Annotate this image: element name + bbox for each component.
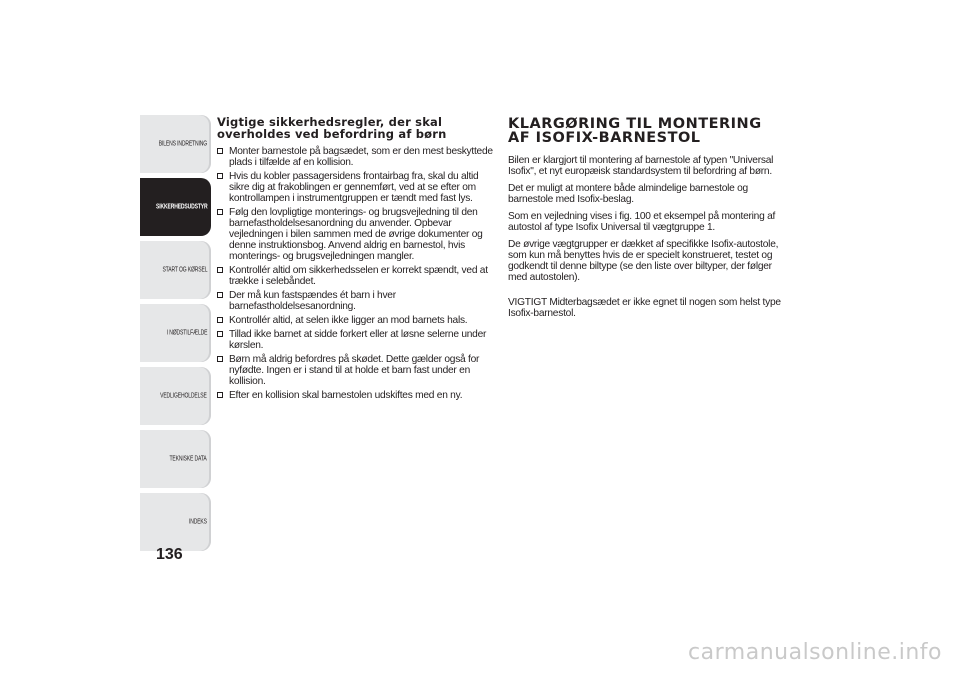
tab-label: I NØDSTILFÆLDE — [166, 329, 207, 337]
checkbox-bullet-icon — [217, 209, 223, 215]
paragraph: De øvrige vægtgrupper er dækket af specifikke Isofix-autostole, som kun må benyttes hvis de er specielt konstrueret, testet og godkendt til denne biltype (se den liste over biltyper, der følger med autostolen). — [508, 239, 779, 283]
checkbox-bullet-icon — [217, 292, 223, 298]
checkbox-bullet-icon — [217, 317, 223, 323]
heading-line: KLARGØRING TIL MONTERING — [508, 116, 762, 132]
tab-vedligeholdelse[interactable] — [140, 367, 211, 425]
checkbox-bullet-icon — [217, 173, 223, 179]
list-item — [217, 315, 495, 326]
list-item — [217, 265, 495, 287]
list-item-text: Kontrollér altid, at selen ikke ligger an mod barnets hals. — [229, 315, 468, 326]
watermark: carmanualsonline.info — [688, 640, 942, 665]
list-item-text: Kontrollér altid om sikkerhedsselen er korrekt spændt, ved at trække i selebåndet. — [229, 265, 488, 287]
list-item-text: Hvis du kobler passagersidens frontairbag fra, skal du altid sikre dig at frakoblingen er gennemført, ved at se efter om kontrollampen i instrumentgruppen er tændt med fast lys. — [229, 171, 479, 204]
page-number: 136 — [156, 546, 183, 563]
tab-label: TEKNISKE DATA — [169, 455, 207, 463]
tab-label: INDEKS — [189, 518, 207, 526]
tab-indeks[interactable] — [140, 493, 211, 551]
list-item — [217, 290, 495, 312]
list-item — [217, 390, 495, 401]
tab-label: START OG KØRSEL — [162, 266, 207, 274]
isofix-section — [508, 117, 788, 325]
tab-tekniske-data[interactable] — [140, 430, 211, 488]
checkbox-bullet-icon — [217, 392, 223, 398]
checkbox-bullet-icon — [217, 331, 223, 337]
tab-label: VEDLIGEHOLDELSE — [160, 392, 207, 400]
heading-line: AF ISOFIX-BARNESTOL — [508, 130, 701, 146]
heading-line: Vigtige sikkerhedsregler, der skal — [217, 115, 443, 129]
list-item-text: Monter barnestole på bagsædet, som er den mest beskyttede plads i tilfælde af en kollision. — [229, 146, 493, 168]
tab-i-nodstilfaelde[interactable] — [140, 304, 211, 362]
paragraph: Det er muligt at montere både almindelige barnestole og barnestole med Isofix-beslag. — [508, 183, 748, 205]
list-item — [217, 207, 495, 262]
list-item-text: Følg den lovpligtige monterings- og brugsvejledning til den barnefastholdelsesanordning du anvender. Opbevar vejledningen i bilen sammen med de øvrige dokumenter og denne instruktionsbog. Anvend aldrig en barnestol, hvis monterings- og brugsvejledningen mangler. — [229, 207, 483, 262]
safety-rules-section — [217, 117, 495, 404]
section-heading — [217, 117, 495, 140]
list-item-text: Tillad ikke barnet at sidde forkert eller at løsne selerne under kørslen. — [229, 329, 487, 351]
checkbox-bullet-icon — [217, 148, 223, 154]
paragraph: Som en vejledning vises i fig. 100 et eksempel på montering af autostol af type Isofix Universal til vægtgruppe 1. — [508, 211, 776, 233]
tab-start-og-korsel[interactable] — [140, 241, 211, 299]
list-item — [217, 171, 495, 204]
tab-label: BILENS INDRETNING — [158, 140, 207, 148]
list-item-text: Der må kun fastspændes ét barn i hver barnefastholdelsesanordning. — [229, 290, 396, 312]
list-item — [217, 329, 495, 351]
heading-line: overholdes ved befordring af børn — [217, 126, 447, 141]
checkbox-bullet-icon — [217, 356, 223, 362]
rules-list — [217, 146, 495, 401]
list-item — [217, 354, 495, 387]
tab-sikkerhedsudstyr[interactable] — [140, 178, 211, 236]
list-item-text: Børn må aldrig befordres på skødet. Dette gælder også for nyfødte. Ingen er i stand til at holde et barn fast under en kollision. — [229, 354, 480, 387]
tab-bilens-indretning[interactable] — [140, 115, 211, 173]
tab-label: SIKKERHEDSUDSTYR — [155, 203, 207, 211]
checkbox-bullet-icon — [217, 267, 223, 273]
paragraph: Bilen er klargjort til montering af barnestole af typen "Universal Isofix", et nyt europæisk standardsystem til befordring af børn. — [508, 155, 774, 177]
list-item-text: Efter en kollision skal barnestolen udskiftes med en ny. — [229, 390, 463, 401]
important-note: VIGTIGT Midterbagsædet er ikke egnet til nogen som helst type Isofix-barnestol. — [508, 297, 781, 319]
section-heading — [508, 117, 788, 145]
list-item — [217, 146, 495, 168]
